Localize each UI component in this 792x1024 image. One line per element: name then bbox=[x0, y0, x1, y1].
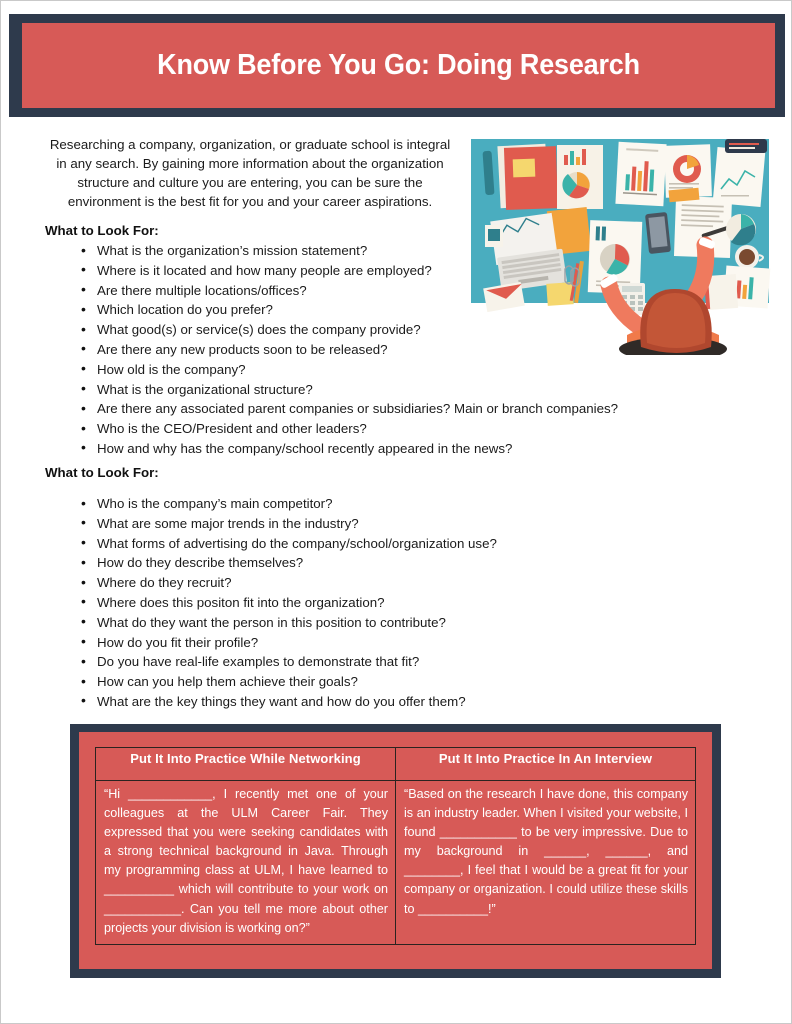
list-item: • Who is the CEO/President and other leaders? bbox=[45, 419, 655, 439]
practice-table-block-inner bbox=[79, 732, 712, 969]
table-row bbox=[96, 781, 696, 945]
section-heading-1: What to Look For: bbox=[45, 223, 159, 238]
header-banner-inner bbox=[22, 23, 775, 108]
practice-table-body bbox=[96, 781, 696, 945]
section-heading-2: What to Look For: bbox=[45, 465, 159, 480]
list-item: • What forms of advertising do the company/school/organization use? bbox=[45, 534, 655, 554]
list-item: • What are some major trends in the industry? bbox=[45, 514, 655, 534]
look-for-list-2 bbox=[45, 494, 655, 712]
look-for-list-1 bbox=[45, 241, 655, 459]
networking-script-text: “Hi ____________, I recently met one of your colleagues at the ULM Career Fair. They expressed that you were seeking candidates with a strong technical background in Java. Through my programming class at ULM, I have learned to __________ which will contribute to your work on ___________. Can you tell me more about other projects your division is working on?” bbox=[104, 787, 388, 935]
list-item: • Are there any new products soon to be released? bbox=[45, 340, 655, 360]
practice-table-block bbox=[70, 724, 721, 978]
list-item: • Are there any associated parent companies or subsidiaries? Main or branch companies? bbox=[45, 399, 655, 419]
interview-script-text: “Based on the research I have done, this company is an industry leader. When I visited your website, I found ___________ to be very impressive. Due to my background in ______, ______, and ________, I feel that I would be a great fit for your company or organization. I could utilize these skills to __________!” bbox=[404, 787, 688, 916]
list-item: • How old is the company? bbox=[45, 360, 655, 380]
list-item: • What are the key things they want and how do you offer them? bbox=[45, 692, 655, 712]
list-item: • What is the organizational structure? bbox=[45, 380, 655, 400]
table-cell-networking-script bbox=[96, 781, 396, 945]
list-item: • Are there multiple locations/offices? bbox=[45, 281, 655, 301]
list-item: • Do you have real-life examples to demonstrate that fit? bbox=[45, 652, 655, 672]
list-item: • Which location do you prefer? bbox=[45, 300, 655, 320]
list-item: • Where is it located and how many people are employed? bbox=[45, 261, 655, 281]
list-item: • What do they want the person in this position to contribute? bbox=[45, 613, 655, 633]
list-item: • How and why has the company/school recently appeared in the news? bbox=[45, 439, 655, 459]
list-item: • Where do they recruit? bbox=[45, 573, 655, 593]
list-item: • Where does this positon fit into the organization? bbox=[45, 593, 655, 613]
list-item: • How do they describe themselves? bbox=[45, 553, 655, 573]
page-title: Know Before You Go: Doing Research bbox=[157, 49, 640, 81]
practice-table bbox=[95, 747, 696, 945]
header-banner bbox=[9, 14, 785, 117]
table-column-header-networking: Put It Into Practice While Networking bbox=[96, 748, 396, 781]
list-item: • What is the organization’s mission statement? bbox=[45, 241, 655, 261]
table-cell-interview-script bbox=[396, 781, 696, 945]
list-item: • How can you help them achieve their goals? bbox=[45, 672, 655, 692]
table-header-row bbox=[96, 748, 696, 781]
table-column-header-interview: Put It Into Practice In An Interview bbox=[396, 748, 696, 781]
list-item: • How do you fit their profile? bbox=[45, 633, 655, 653]
list-item: • What good(s) or service(s) does the company provide? bbox=[45, 320, 655, 340]
practice-table-head bbox=[96, 748, 696, 781]
list-item: • Who is the company’s main competitor? bbox=[45, 494, 655, 514]
intro-paragraph: Researching a company, organization, or graduate school is integral in any search. By gaining more information about the organization structure and culture you are entering, you can be sure the environment is the best fit for you and your career aspirations. bbox=[49, 137, 451, 210]
